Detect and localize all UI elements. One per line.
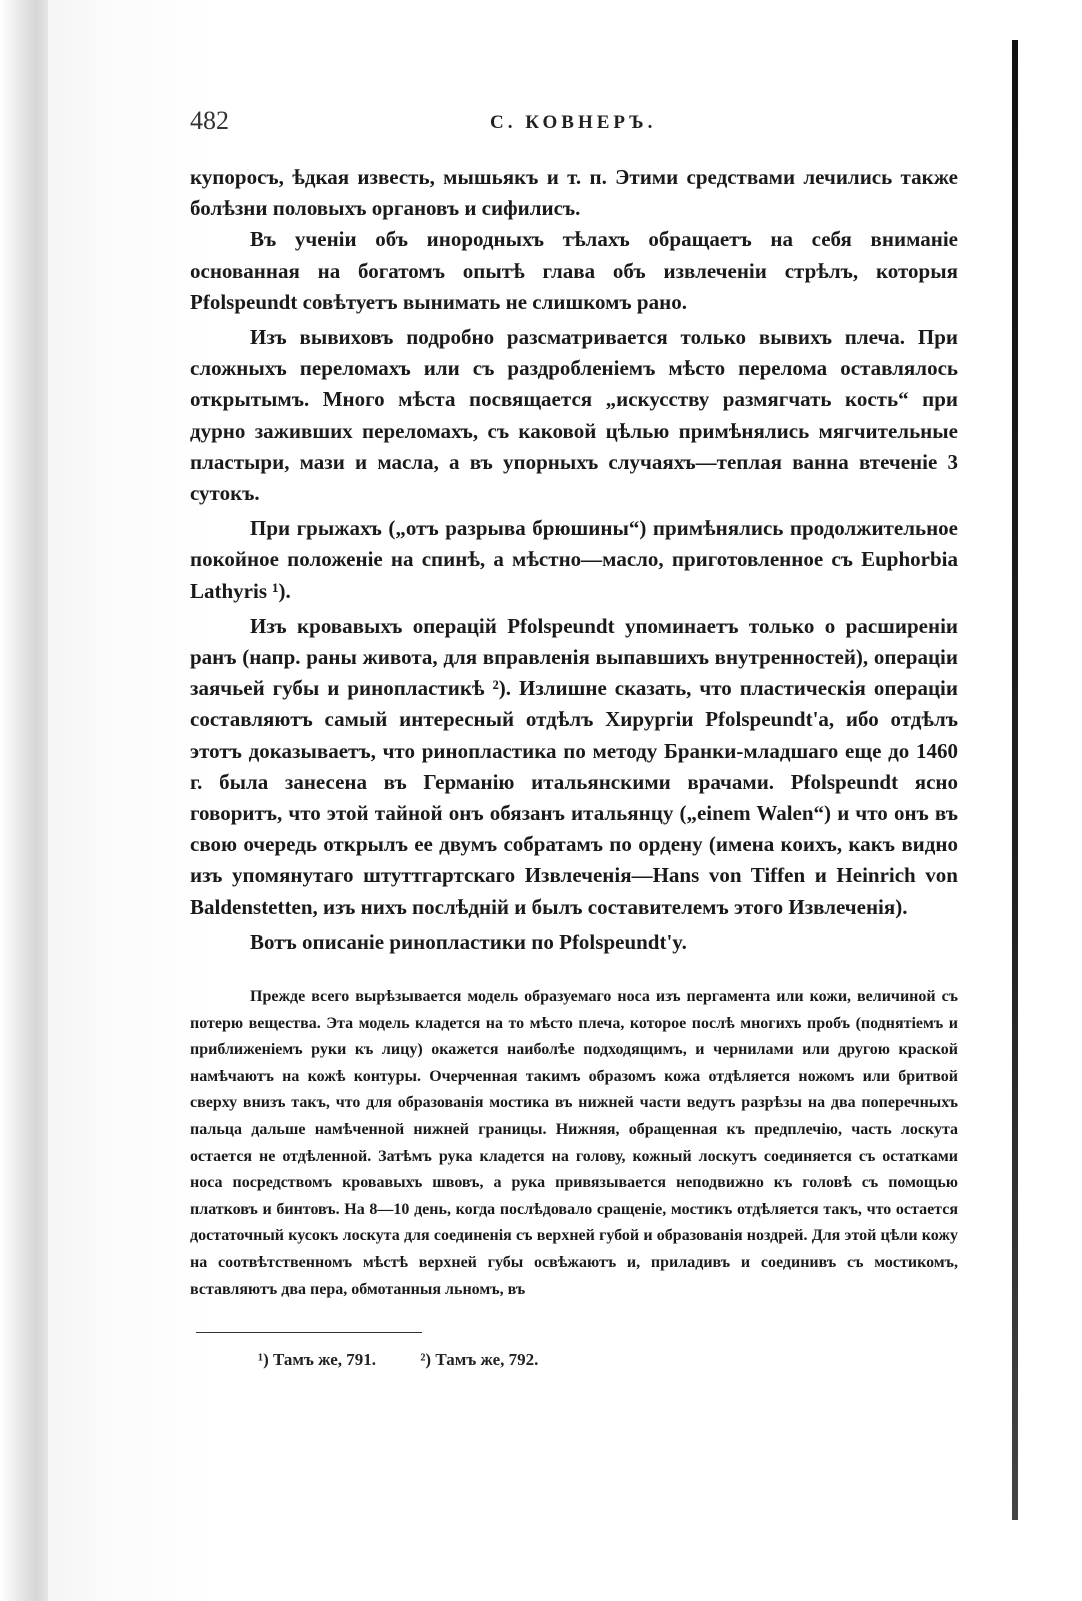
paragraph: Вотъ описаніе ринопластики по Pfolspeundt'y. [250,929,687,954]
page-number: 482 [190,106,229,135]
footnote-divider [196,1332,422,1333]
body-text [190,162,958,958]
footnote: ¹) Тамъ же, 791. [258,1350,377,1369]
footnote: ²) Тамъ же, 792. [420,1350,539,1369]
paragraph: Въ ученіи объ инородныхъ тѣлахъ обращаетъ на себя вниманіе основанная на богатомъ опытѣ глава объ извлеченіи стрѣлъ, которыя Pfolspeundt совѣтуетъ вынимать не слишкомъ рано. [190,227,958,314]
scan-right-margin [1018,0,1082,1601]
paragraph: Изъ кровавыхъ операцій Pfolspeundt упоминаетъ только о расширеніи ранъ (напр. раны живота, для вправленія выпавшихъ внутренностей), операціи заячьей губы и ринопластикѣ ²). Излишне сказать, что пластическія операціи составляютъ самый интересный отдѣлъ Хирургіи Pfolspeundt'a, ибо отдѣлъ этотъ доказываетъ, что ринопластика по методу Бранки-младшаго еще до 1460 г. была занесена въ Германію итальянскими врачами. Pfolspeundt ясно говоритъ, что этой тайной онъ обязанъ итальянцу („einem Walen“) и что онъ въ свою очередь открылъ ее двумъ собратамъ по ордену (имена коихъ, какъ видно изъ упомянутаго штуттгартскаго Извлеченія—Hans von Tiffen и Heinrich von Baldenstetten, изъ нихъ послѣдній и былъ составителемъ этого Извлеченія). [190,613,958,919]
paragraph: купоросъ, ѣдкая известь, мышьякъ и т. п. Этими средствами лечились также болѣзни половыхъ органовъ и сифилисъ. [190,165,958,221]
quote-paragraph: Прежде всего вырѣзывается модель образуемаго носа изъ пергамента или кожи, величиной съ потерю вещества. Эта модель кладется на то мѣсто плеча, которое послѣ многихъ пробъ (поднятіемъ и приближеніемъ руки къ лицу) окажется наиболѣе подходящимъ, и чернилами или другою краской намѣчаютъ на кожѣ контуры. Очерченная такимъ образомъ кожа отдѣляется ножомъ или бритвой сверху внизъ такъ, что для образованія мостика въ нижней части ведутъ разрѣзы на два поперечныхъ пальца дальше намѣченной нижней границы. Нижняя, обращенная къ предплечію, часть лоскута остается не отдѣленной. Затѣмъ рука кладется на голову, кожный лоскутъ соединяется съ остатками носа посредствомъ кровавыхъ швовъ, а рука привязывается неподвижно къ головѣ съ помощью платковъ и бинтовъ. На 8—10 день, когда послѣдовало сращеніе, мостикъ отдѣляется такъ, что остается достаточный кусокъ лоскута для соединенія съ верхней губой и образованія ноздрей. Для этой цѣли кожу на соотвѣтственномъ мѣстѣ верхней губы освѣжаютъ и, приладивъ и соединивъ съ мостикомъ, вставляютъ два пера, обмотанныя льномъ, въ [190,988,958,1298]
paragraph: Изъ вывиховъ подробно разсматривается только вывихъ плеча. При сложныхъ переломахъ или съ раздробленіемъ мѣсто перелома оставлялось открытымъ. Много мѣста посвящается „искусству размягчать кость“ при дурно заживших переломахъ, съ каковой цѣлью примѣнялись мягчительные пластыри, мази и масла, а въ упорныхъ случаяхъ—теплая ванна втеченіе 3 сутокъ. [190,325,958,506]
paragraph: При грыжахъ („отъ разрыва брюшины“) примѣнялись продолжительное покойное положеніе на спинѣ, а мѣстно—масло, приготовленное съ Euphorbia Lathyris ¹). [190,516,958,603]
scan-left-shadow [0,0,48,1601]
quoted-description [190,984,958,1303]
running-title: С. КОВНЕРЪ. [490,112,657,133]
footnotes [258,1350,578,1370]
page-header [190,106,958,140]
scan-right-edge [1012,40,1018,1520]
